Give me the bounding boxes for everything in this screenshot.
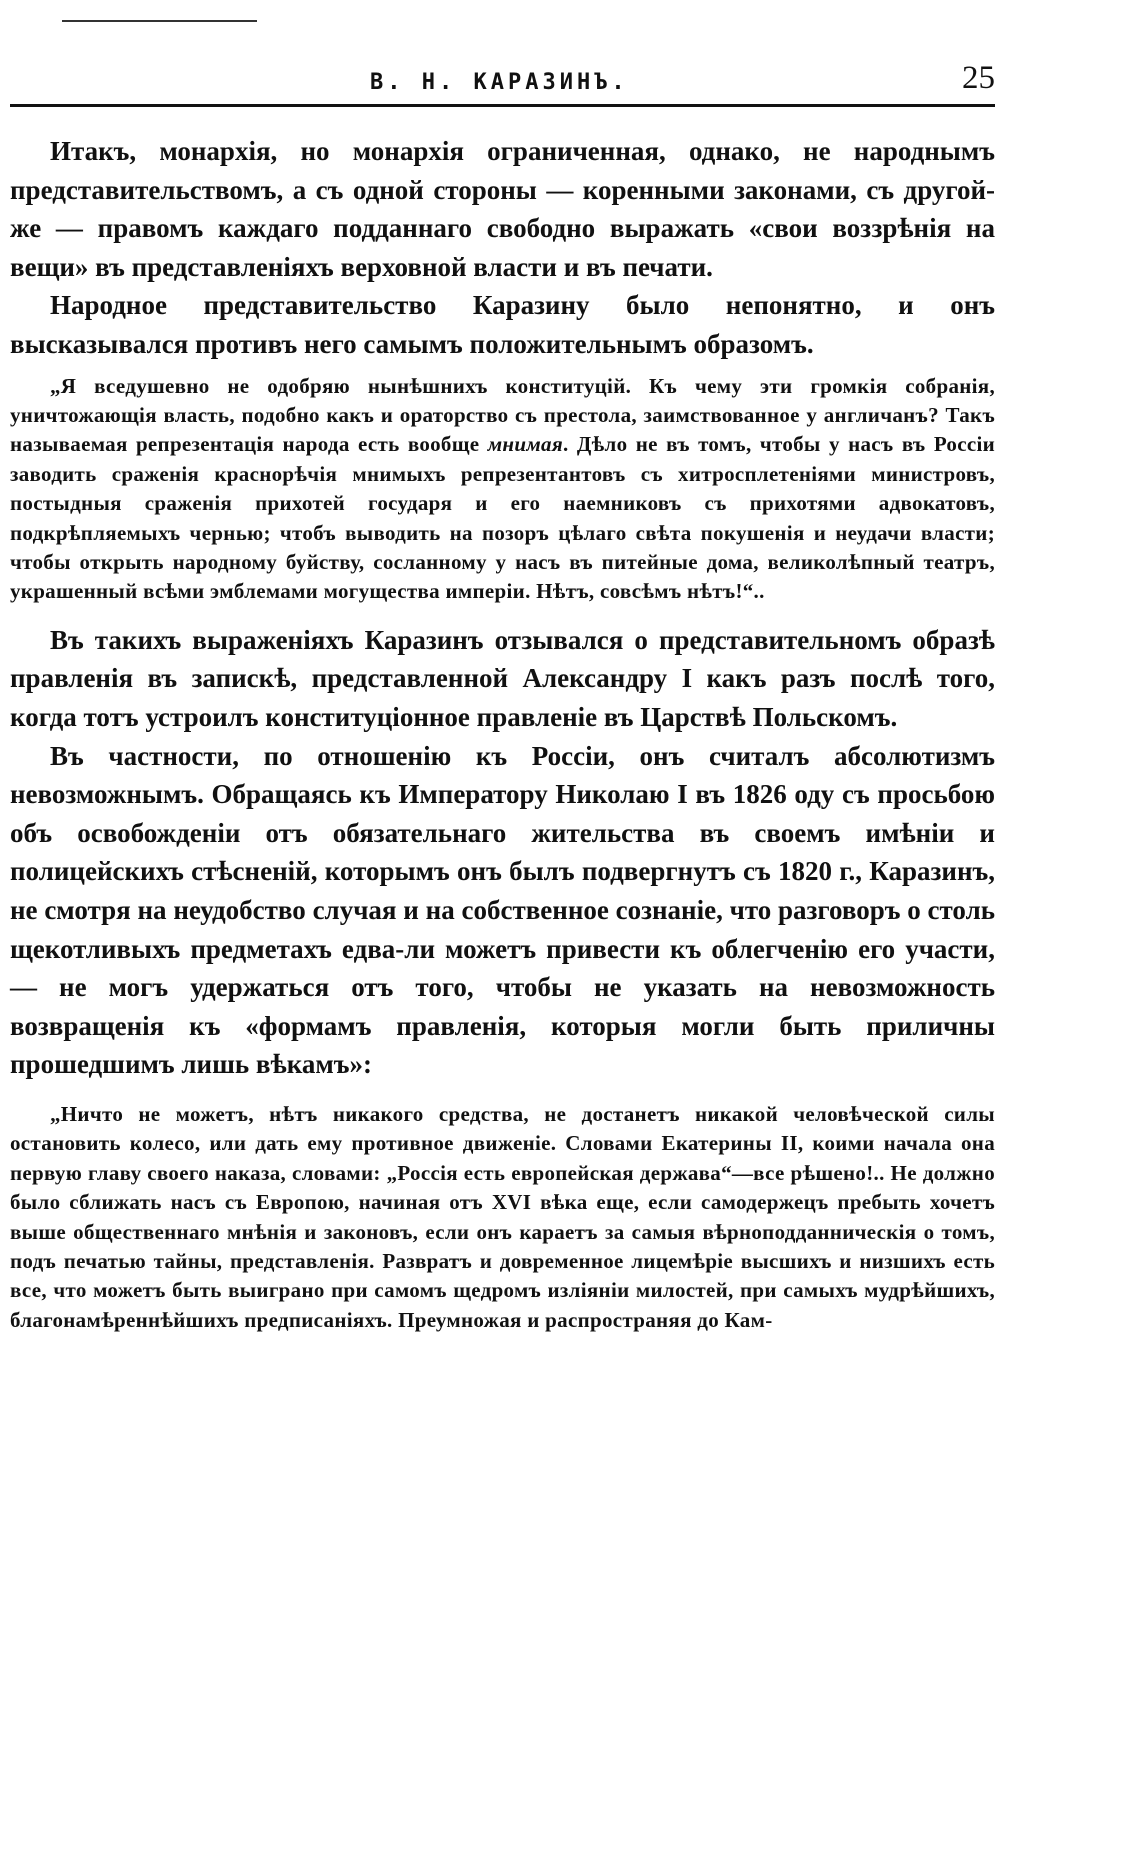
quote-1-part-b: . Дѣло не въ томъ, чтобы у насъ въ Россіи заводить сраженія краснорѣчія мнимыхъ репрезентантовъ съ хитросплетеніями министровъ, постыдныя сраженія прихотей государя и его наемниковъ съ прихотями адвокатовъ, подкрѣпляемыхъ чернью; чтобъ выводить на позоръ цѣлаго свѣта покушенія и неудачи власти; чтобы открыть народному буйству, сосланному у насъ въ питейные дома, великолѣпный театръ, украшенный всѣми эмблемами могущества имперіи. Нѣтъ, совсѣмъ нѣтъ!“..: [10, 432, 995, 604]
paragraph-2: Народное представительство Каразину было непонятно, и онъ высказывался противъ него самымъ положительнымъ образомъ.: [10, 290, 995, 359]
header-rule: [10, 104, 995, 107]
page-number: 25: [962, 60, 995, 96]
quote-1-part-a: „Я вседушевно не одобряю нынѣшнихъ конституцій. Къ чему эти громкія собранія, уничтожающія власть, подобно какъ и ораторство съ престола, заимствованное у англичанъ? Такъ называемая репрезентація народа есть вообще: [10, 373, 995, 457]
top-rule: [62, 20, 257, 22]
running-head: [10, 58, 995, 108]
quote-1: [10, 372, 995, 607]
quote-2: „Ничто не можетъ, нѣтъ никакого средства, не достанетъ никакой человѣческой силы остановить колесо, или дать ему противное движеніе. Словами Екатерины II, коими начала она первую главу своего наказа, словами: „Россія есть европейская держава“—все рѣшено!.. Не должно было сближать насъ съ Европою, начиная отъ XVI вѣка еще, если самодержецъ пребыть хочетъ выше общественнаго мнѣнія и законовъ, если онъ караетъ за самыя вѣрноподданническія о томъ, подъ печатью тайны, представленія. Развратъ и довременное лицемѣріе высшихъ и низшихъ есть все, что можетъ быть выиграно при самомъ щедромъ изліяніи милостей, при самыхъ мудрѣйшихъ, благонамѣреннѣйшихъ предписаніяхъ. Преумножая и распространяя до Кам-: [10, 1101, 995, 1332]
quote-1-italic: мнимая: [487, 432, 563, 457]
paragraph-4: Въ частности, по отношенію къ Россіи, онъ считалъ абсолютизмъ невозможнымъ. Обращаясь къ Императору Николаю I въ 1826 оду съ просьбою объ освобожденіи отъ обязательнаго жительства въ своемъ имѣніи и полицейскихъ стѣсненій, которымъ онъ былъ подвергнутъ съ 1820 г., Каразинъ, не смотря на неудобство случая и на собственное сознаніе, что разговоръ о столь щекотливыхъ предметахъ едва-ли можетъ привести къ облегченію его участи, — не могъ удержаться отъ того, чтобы не указать на невозможность возвращенія къ «формамъ правленія, которыя могли быть приличны прошедшимъ лишь вѣкамъ»:: [10, 740, 995, 1080]
body-text: [10, 132, 995, 1335]
paragraph-3: Въ такихъ выраженіяхъ Каразинъ отзывался о представительномъ образѣ правленія въ запискѣ, представленной Александру I какъ разъ послѣ того, когда тотъ устроилъ конституціонное правленіе въ Царствѣ Польскомъ.: [10, 624, 995, 732]
running-title: В. Н. КАРАЗИНЪ.: [370, 70, 629, 95]
paragraph-1: Итакъ, монархія, но монархія ограниченная, однако, не народнымъ представительствомъ, а съ одной стороны — коренными законами, съ другой-же — правомъ каждаго подданнаго свободно выражать «свои воззрѣнія на вещи» въ представленіяхъ верховной власти и въ печати.: [10, 136, 995, 282]
